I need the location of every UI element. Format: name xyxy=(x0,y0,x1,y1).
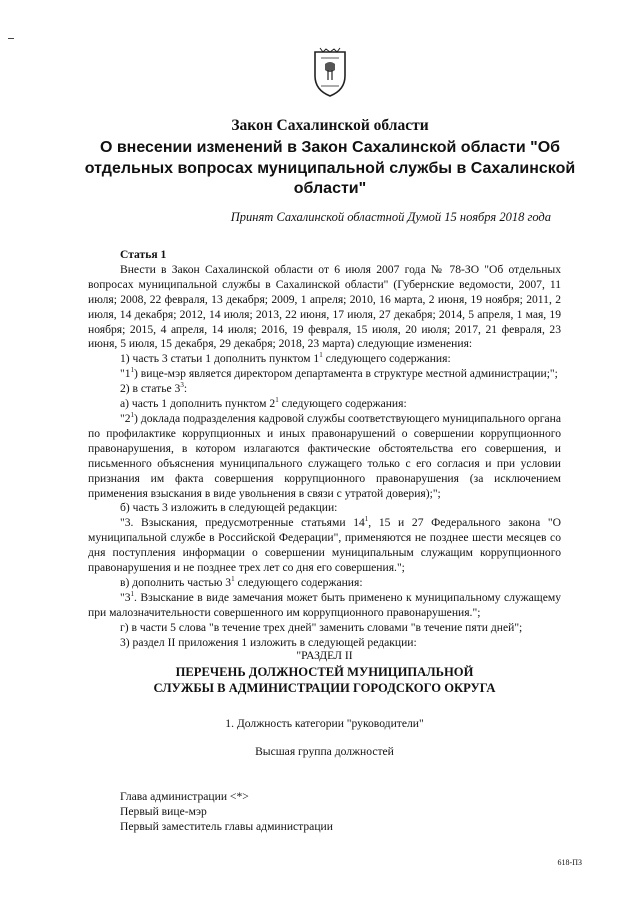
text: следующего содержания: xyxy=(322,352,451,366)
amendment-1 xyxy=(88,352,561,367)
amendment-1-quote xyxy=(88,367,561,382)
superscript: 1 xyxy=(319,351,323,360)
superscript: 1 xyxy=(130,589,135,598)
amendment-2a xyxy=(88,397,561,412)
scan-mark xyxy=(8,38,14,39)
positions-list xyxy=(120,790,333,835)
text: 2) в статье 3 xyxy=(120,382,181,396)
text: следующего содержания: xyxy=(278,397,407,411)
law-subject-title: О внесении изменений в Закон Сахалинской области "Об отдельных вопросах муниципальной службы в Сахалинской области" xyxy=(84,139,576,197)
text: : xyxy=(183,382,188,396)
superscript: 1 xyxy=(364,515,369,524)
text: 1) часть 3 статьи 1 дополнить пунктом 1 xyxy=(120,352,320,366)
adoption-note: Принят Сахалинской областной Думой 15 ноября 2018 года xyxy=(230,210,551,224)
text: следующего содержания: xyxy=(234,575,363,589)
amendment-2b-quote xyxy=(88,516,561,576)
article-intro: Внести в Закон Сахалинской области от 6 июля 2007 года № 78-ЗО "Об отдельных вопросах муниципальной службы в Сахалинской области" (Губернские ведомости, 2007, 11 июля; 2008, 22 февраля, 13 декабря; 2009, 1 апреля; 2010, 16 марта, 2 июня, 19 ноября; 2011, 2 июля, 14 декабря; 2012, 14 июля; 2013, 22 июня, 17 июля, 27 декабря; 2014, 5 апреля, 1 мая, 19 ноября; 2015, 4 апреля, 14 июля; 2016, 19 февраля, 15 июля, 20 июля; 2017, 21 февраля, 23 июня, 5 июля, 15 декабря, 29 декабря; 2018, 23 марта) следующие изменения: xyxy=(88,262,561,351)
document-code: 618-ПЗ xyxy=(557,858,582,867)
amendment-2c-quote xyxy=(88,591,561,621)
list-item: Глава администрации <*> xyxy=(120,790,249,803)
category-heading: 1. Должность категории "руководители" xyxy=(225,717,424,731)
text: ) доклада подразделения кадровой службы соответствующего муниципального органа по профилактике коррупционных и иных правонарушений о совершении коррупционного правонарушения, в котором излагаются фактические обстоятельства его совершения, и письменного объяснения муниципального служащего только с его согласия и при условии признания им факта совершения коррупционного правонарушения (за исключением применения взыскания в виде увольнения в связи с утратой доверия);"; xyxy=(88,411,561,500)
text: , 15 и 27 Федерального закона "О муниципальной службе в Российской Федерации", применяются не позднее шести месяцев со дня поступления информации о совершении муниципальным служащим коррупционного правонарушения и не позднее трех лет со дня его совершения."; xyxy=(88,516,561,575)
amendment-2d: г) в части 5 слова "в течение трех дней" заменить словами "в течение пяти дней"; xyxy=(120,620,523,634)
law-title: Закон Сахалинской области xyxy=(231,117,429,134)
text: а) часть 1 дополнить пунктом 2 xyxy=(120,397,276,411)
amendment-3: 3) раздел II приложения 1 изложить в следующей редакции: xyxy=(120,635,417,649)
coat-of-arms-icon xyxy=(311,46,349,98)
text: в) дополнить частью 3 xyxy=(120,575,232,589)
superscript: 1 xyxy=(275,396,279,405)
article-heading: Статья 1 xyxy=(120,248,167,261)
section-title: ПЕРЕЧЕНЬ ДОЛЖНОСТЕЙ МУНИЦИПАЛЬНОЙ СЛУЖБЫ В АДМИНИСТРАЦИИ ГОРОДСКОГО ОКРУГА xyxy=(153,665,496,695)
amendment-2a-quote xyxy=(88,412,561,501)
list-item: Первый заместитель главы администрации xyxy=(120,819,333,833)
superscript: 1 xyxy=(231,575,235,584)
law-body xyxy=(88,248,561,760)
group-heading: Высшая группа должностей xyxy=(255,745,394,759)
superscript: 3 xyxy=(180,381,184,390)
text: "2 xyxy=(120,411,131,425)
text: ) вице-мэр является директором департамента в структуре местной администрации;"; xyxy=(134,367,558,381)
superscript: 1 xyxy=(130,366,135,375)
text: "3 xyxy=(120,590,131,604)
amendment-2c xyxy=(88,576,561,591)
text: "1 xyxy=(120,367,131,381)
text: . Взыскание в виде замечания может быть применено к муниципальному служащему при малозначительности совершенного им коррупционного правонарушения."; xyxy=(88,590,561,619)
amendment-2 xyxy=(88,382,561,397)
amendment-2b: б) часть 3 изложить в следующей редакции: xyxy=(120,501,338,515)
list-item: Первый вице-мэр xyxy=(120,804,207,818)
text: "3. Взыскания, предусмотренные статьями 14 xyxy=(120,516,365,530)
section-label: "РАЗДЕЛ II xyxy=(296,649,353,663)
superscript: 1 xyxy=(130,411,135,420)
